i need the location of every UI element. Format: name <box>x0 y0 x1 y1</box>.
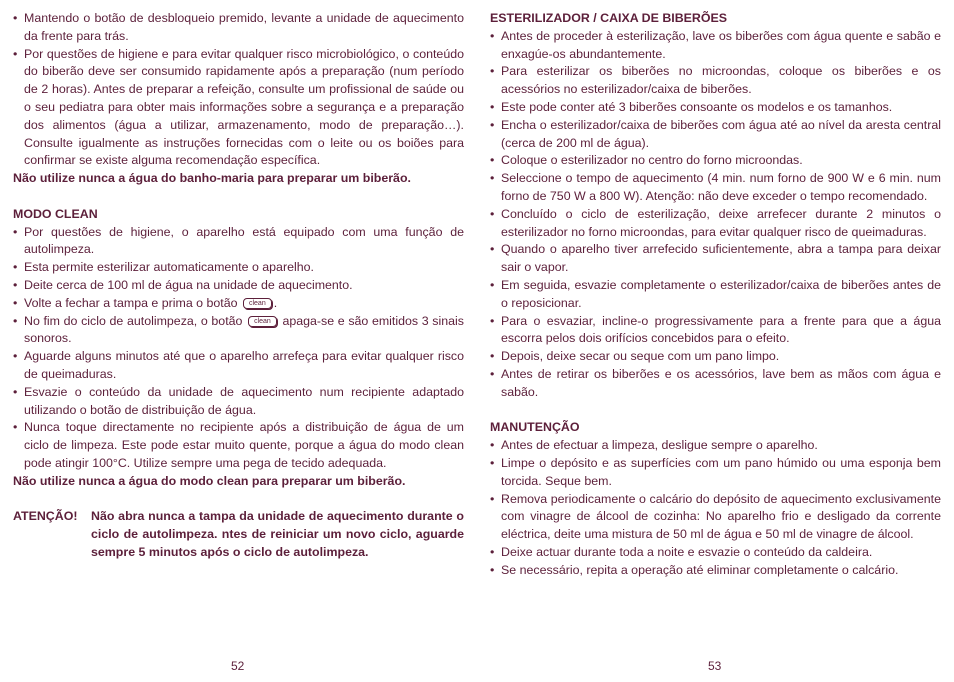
intro-list <box>13 10 464 170</box>
list-item: • Esta permite esterilizar automaticamente o aparelho. <box>13 259 464 277</box>
list-item: • Para esterilizar os biberões no microondas, coloque os biberões e os acessórios no esterilizador/caixa de biberões. <box>490 63 941 99</box>
section-heading-clean-mode: MODO CLEAN <box>13 206 98 221</box>
attention-text: Não abra nunca a tampa da unidade de aquecimento durante o ciclo de autolimpeza. ntes de reiniciar um novo ciclo, aguarde sempre 5 minutos após o ciclo de autolimpeza. <box>91 509 464 559</box>
attention-label: ATENÇÃO! <box>13 509 78 524</box>
list-item: • Para o esvaziar, incline-o progressivamente para a frente para que a água escorra pelos dois orifícios concebidos para o efeito. <box>490 313 941 349</box>
clean-button-icon: clean <box>243 298 272 309</box>
list-item: • Limpe o depósito e as superfícies com um pano húmido ou uma esponja bem torcida. Seque bem. <box>490 455 941 491</box>
list-item: • Coloque o esterilizador no centro do forno microondas. <box>490 152 941 170</box>
list-item: • Em seguida, esvazie completamente o esterilizador/caixa de biberões antes de o reposicionar. <box>490 277 941 313</box>
section-heading-sterilizer: ESTERILIZADOR / CAIXA DE BIBERÕES <box>490 11 728 25</box>
left-page <box>13 10 464 562</box>
list-item: • Mantendo o botão de desbloqueio premido, levante a unidade de aquecimento da frente para trás. <box>13 10 464 46</box>
list-item: • Se necessário, repita a operação até eliminar completamente o calcário. <box>490 562 941 580</box>
list-item: • Este pode conter até 3 biberões consoante os modelos e os tamanhos. <box>490 99 941 117</box>
page-number-left: 52 <box>231 659 245 673</box>
text-span: Volte a fechar a tampa e prima o botão <box>24 295 238 310</box>
warning-clean-water: Não utilize nunca a água do modo clean para preparar um biberão. <box>13 473 406 488</box>
clean-mode-list <box>13 224 464 473</box>
list-item: • Aguarde alguns minutos até que o aparelho arrefeça para evitar qualquer risco de queimaduras. <box>13 348 464 384</box>
list-item: • Remova periodicamente o calcário do depósito de aquecimento exclusivamente com vinagre de álcool de cozinha: No aparelho frio e desligado da corrente eléctrica, deite uma mistura de 50 ml de água e 50 ml de vinagre de álcool. <box>490 491 941 544</box>
list-item: • Antes de proceder à esterilização, lave os biberões com água quente e sabão e enxagúe-os abundantemente. <box>490 28 941 64</box>
list-item <box>13 313 464 349</box>
list-item: • Antes de efectuar a limpeza, desligue sempre o aparelho. <box>490 437 941 455</box>
list-item: • Nunca toque directamente no recipiente após a distribuição de água de um ciclo de limpeza. Este pode estar muito quente, porque a água do modo clean pode atingir 100°C. Utilize sempre uma pega de tecido adequada. <box>13 419 464 472</box>
text-span: . <box>273 295 278 310</box>
list-item <box>13 295 464 313</box>
list-item: • Deite cerca de 100 ml de água na unidade de aquecimento. <box>13 277 464 295</box>
list-item: • Concluído o ciclo de esterilização, deixe arrefecer durante 2 minutos o esterilizador no forno microondas, para evitar qualquer risco de queimaduras. <box>490 206 941 242</box>
spacer <box>13 491 464 509</box>
list-item: • Antes de retirar os biberões e os acessórios, lave bem as mãos com água e sabão. <box>490 366 941 402</box>
text-span: No fim do ciclo de autolimpeza, o botão <box>24 313 243 328</box>
list-item: • Encha o esterilizador/caixa de biberões com água até ao nível da aresta central (cerca de 200 ml de água). <box>490 117 941 153</box>
maintenance-list <box>490 437 941 579</box>
list-item: • Esvazie o conteúdo da unidade de aquecimento num recipiente adaptado utilizando o botão de distribuição de água. <box>13 384 464 420</box>
list-item: • Depois, deixe secar ou seque com um pano limpo. <box>490 348 941 366</box>
warning-bain-marie: Não utilize nunca a água do banho-maria para preparar um biberão. <box>13 171 411 186</box>
section-heading-maintenance: MANUTENÇÃO <box>490 420 580 435</box>
attention-block <box>13 508 464 561</box>
right-page <box>490 10 941 580</box>
text-span: apaga-se e são emitidos 3 sinais sonoros. <box>24 313 464 346</box>
list-item: • Seleccione o tempo de aquecimento (4 min. num forno de 900 W e 6 min. num forno de 750 W a 800 W). Atenção: não deve exceder o tempo recomendado. <box>490 170 941 206</box>
list-item: • Por questões de higiene e para evitar qualquer risco microbiológico, o conteúdo do biberão deve ser consumido rapidamente após a preparação (num período de 2 horas). Antes de preparar a refeição, consulte um profissional de saúde ou o seu pediatra para obter mais informações sobre a segurança e a preparação dos alimentos (água a utilizar, armazenamento, modo de preparação…). Consulte igualmente as instruções fornecidas com o leite ou os boiões para confirmar se existe alguma recomendação específica. <box>13 46 464 171</box>
list-item: • Por questões de higiene, o aparelho está equipado com uma função de autolimpeza. <box>13 224 464 260</box>
sterilizer-list <box>490 28 941 402</box>
page-number-right: 53 <box>708 659 722 673</box>
clean-button-icon: clean <box>248 316 277 327</box>
list-item: • Deixe actuar durante toda a noite e esvazie o conteúdo da caldeira. <box>490 544 941 562</box>
list-item: • Quando o aparelho tiver arrefecido suficientemente, abra a tampa para deixar sair o vapor. <box>490 241 941 277</box>
